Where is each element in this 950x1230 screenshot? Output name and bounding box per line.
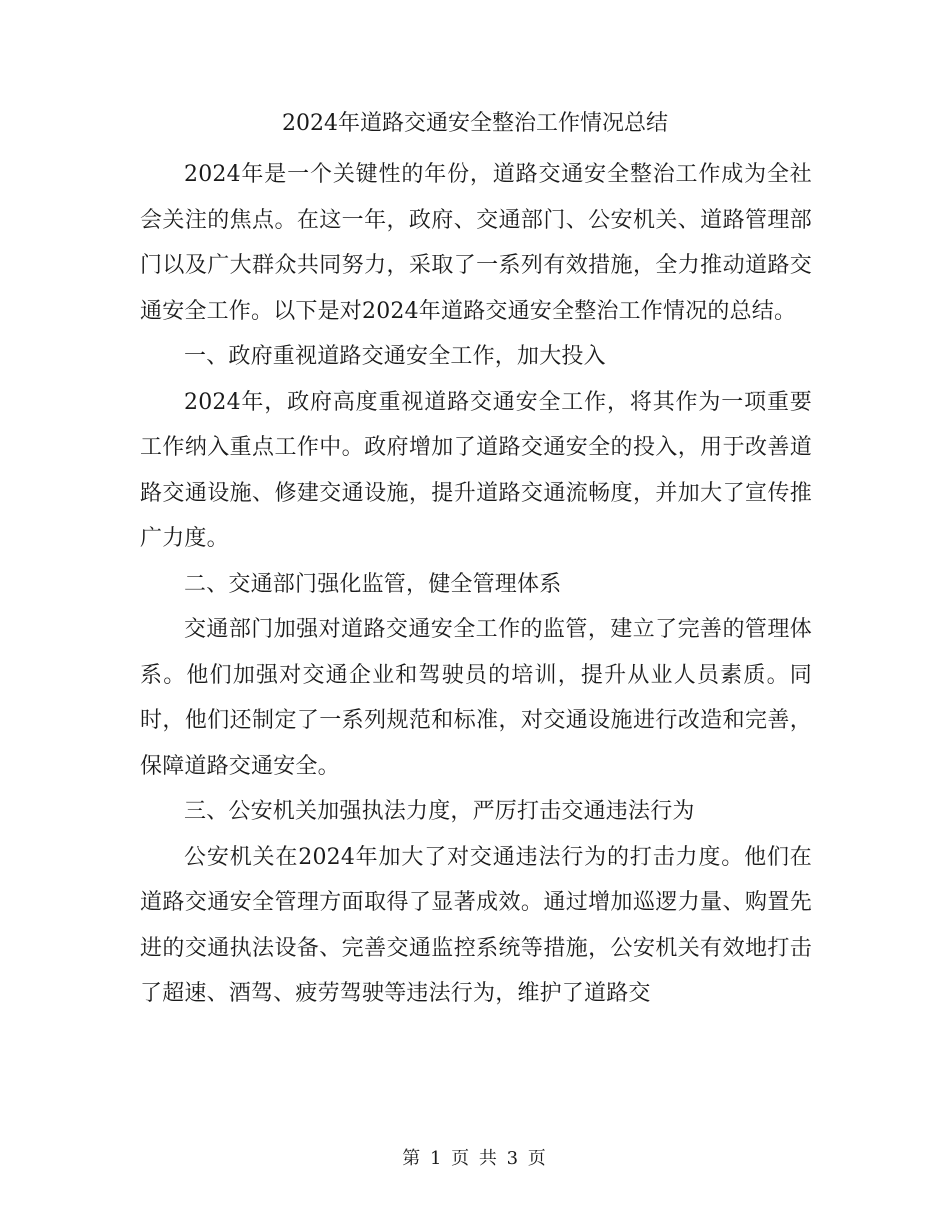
section-heading-2: 二、交通部门强化监管，健全管理体系 [184,571,562,597]
page-number-footer: 第 1 页 共 3 页 [402,1148,548,1169]
paragraph-section-1: 2024年，政府高度重视道路交通安全工作，将其作为一项重要工作纳入重点工作中。政府增加了道路交通安全的投入，用于改善道路交通设施、修建交通设施，提升道路交通流畅度，并加大了宣传推广力度。 [140,389,812,551]
paragraph-section-3: 公安机关在2024年加大了对交通违法行为的打击力度。他们在道路交通安全管理方面取得了显著成效。通过增加巡逻力量、购置先进的交通执法设备、完善交通监控系统等措施，公安机关有效地打击了超速、酒驾、疲劳驾驶等违法行为，维护了道路交 [140,844,812,1006]
paragraph-section-2: 交通部门加强对道路交通安全工作的监管，建立了完善的管理体系。他们加强对交通企业和驾驶员的培训，提升从业人员素质。同时，他们还制定了一系列规范和标准，对交通设施进行改造和完善，保障道路交通安全。 [140,617,812,779]
paragraph-intro: 2024年是一个关键性的年份，道路交通安全整治工作成为全社会关注的焦点。在这一年，政府、交通部门、公安机关、道路管理部门以及广大群众共同努力，采取了一系列有效措施，全力推动道路交通安全工作。以下是对2024年道路交通安全整治工作情况的总结。 [140,162,812,324]
section-heading-3: 三、公安机关加强执法力度，严厉打击交通违法行为 [184,799,695,824]
document-body [140,152,812,1017]
document-title: 2024年道路交通安全整治工作情况总结 [282,111,668,136]
section-heading-1: 一、政府重视道路交通安全工作，加大投入 [184,344,606,369]
